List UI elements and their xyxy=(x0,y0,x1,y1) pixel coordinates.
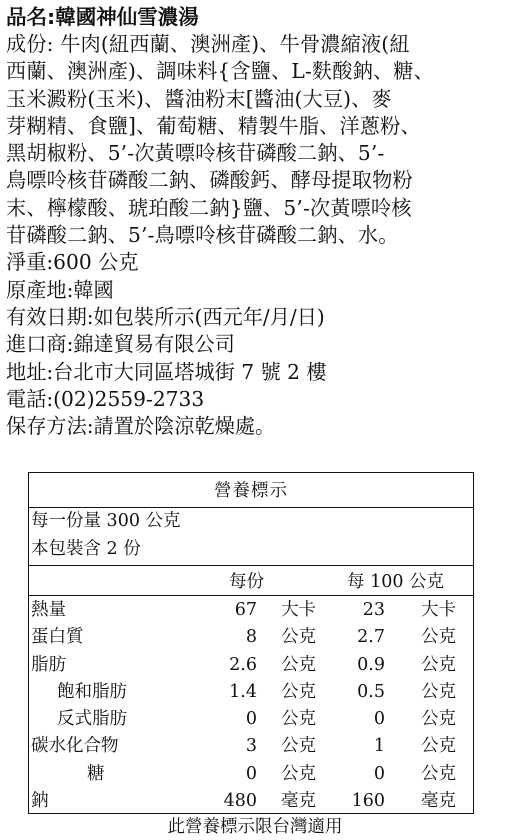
nutrient-name: 飽和脂肪 xyxy=(57,681,127,702)
nutrient-unit-per-serving: 大卡 xyxy=(281,600,316,620)
nutrient-value-per-100g: 23 xyxy=(362,600,385,620)
phone: 電話:(02)2559-2733 xyxy=(6,386,205,411)
ingredients-line: 芽糊精、食鹽]、葡萄糖、精製牛脂、洋蔥粉、 xyxy=(6,113,421,138)
nutrient-value-per-100g: 2.7 xyxy=(357,627,385,648)
nutrition-row-trans-fat xyxy=(29,705,473,732)
nutrient-value-per-serving: 8 xyxy=(245,627,257,648)
nutrient-value-per-serving: 1.4 xyxy=(229,681,257,702)
ingredients-line: 西蘭、澳洲產)、調味料{含鹽、L-麩酸鈉、糖、 xyxy=(6,59,434,84)
nutrition-row-saturated-fat xyxy=(29,678,473,705)
nutrient-unit-per-serving: 公克 xyxy=(281,763,316,784)
nutrient-unit-per-100g: 公克 xyxy=(421,627,456,648)
serving-info xyxy=(29,508,473,566)
nutrition-row-fat xyxy=(29,651,473,678)
nutrient-unit-per-100g: 毫克 xyxy=(421,791,456,812)
nutrient-name: 反式脂肪 xyxy=(57,709,127,730)
nutrient-value-per-100g: 1 xyxy=(373,736,385,757)
address: 地址:台北市大同區塔城街 7 號 2 樓 xyxy=(6,359,327,384)
serving-size: 每一份量 300 公克 xyxy=(31,511,181,531)
storage-instructions: 保存方法:請置於陰涼乾燥處。 xyxy=(6,414,276,439)
ingredients-line: 鳥嘌呤核苷磷酸二鈉、磷酸鈣、酵母提取物粉 xyxy=(6,168,413,193)
nutrient-value-per-100g: 0.9 xyxy=(357,654,385,675)
nutrient-value-per-serving: 67 xyxy=(234,600,257,620)
nutrient-value-per-serving: 0 xyxy=(245,763,257,784)
ingredients-line: 黑胡椒粉、5’-次黃嘌呤核苷磷酸二鈉、5’- xyxy=(6,141,385,166)
ingredients-line: 成份: 牛肉(紐西蘭、澳洲產)、牛骨濃縮液(紐 xyxy=(6,32,410,56)
nutrient-value-per-100g: 0.5 xyxy=(357,681,385,702)
nutrition-footnote: 此營養標示限台灣適用 xyxy=(167,817,343,837)
nutrient-value-per-serving: 2.6 xyxy=(229,654,257,675)
origin: 原產地:韓國 xyxy=(6,277,114,302)
nutrient-name: 脂肪 xyxy=(31,654,66,675)
nutrient-unit-per-serving: 公克 xyxy=(281,627,316,648)
nutrient-unit-per-100g: 公克 xyxy=(421,654,456,675)
nutrient-unit-per-100g: 大卡 xyxy=(421,600,456,620)
nutrient-name: 蛋白質 xyxy=(31,627,84,648)
nutrient-unit-per-serving: 公克 xyxy=(281,654,316,675)
nutrient-unit-per-serving: 公克 xyxy=(281,709,316,730)
nutrition-title: 營養標示 xyxy=(29,473,473,508)
nutrient-unit-per-serving: 公克 xyxy=(281,681,316,702)
product-label xyxy=(6,4,504,440)
nutrient-value-per-100g: 0 xyxy=(373,763,385,784)
column-header-per-serving: 每份 xyxy=(229,572,264,592)
ingredients-line: 苷磷酸二鈉、5’-鳥嘌呤核苷磷酸二鈉、水。 xyxy=(6,223,399,248)
column-header-per-100g: 每 100 公克 xyxy=(347,572,445,592)
nutrition-rows xyxy=(29,596,473,814)
nutrient-name: 糖 xyxy=(87,763,105,784)
nutrition-row-sugar xyxy=(29,760,473,787)
servings-per-pack: 本包裝含 2 份 xyxy=(31,539,141,559)
ingredients-line: 末、檸檬酸、琥珀酸二鈉}鹽、5’-次黃嘌呤核 xyxy=(6,195,412,220)
net-weight: 淨重:600 公克 xyxy=(6,250,139,275)
nutrient-value-per-100g: 0 xyxy=(373,709,385,730)
ingredients-list xyxy=(6,31,504,249)
ingredients-line: 玉米澱粉(玉米)、醬油粉末[醬油(大豆)、麥 xyxy=(6,86,392,111)
nutrient-unit-per-100g: 公克 xyxy=(421,763,456,784)
nutrition-row-sodium xyxy=(29,787,473,814)
product-name: 品名:韓國神仙雪濃湯 xyxy=(6,5,199,29)
nutrition-facts-table xyxy=(28,472,474,814)
nutrition-row-carbohydrate xyxy=(29,732,473,759)
expiry-date: 有效日期:如包裝所示(西元年/月/日) xyxy=(6,304,325,329)
nutrient-value-per-serving: 0 xyxy=(245,709,257,730)
importer: 進口商:錦達貿易有限公司 xyxy=(6,332,235,357)
nutrient-name: 碳水化合物 xyxy=(31,736,119,757)
nutrient-unit-per-100g: 公克 xyxy=(421,736,456,757)
nutrient-value-per-serving: 3 xyxy=(245,736,257,757)
nutrient-value-per-serving: 480 xyxy=(223,791,257,812)
nutrition-row-protein xyxy=(29,623,473,650)
nutrition-row-calories xyxy=(29,596,473,623)
nutrient-unit-per-100g: 公克 xyxy=(421,681,456,702)
nutrient-unit-per-serving: 公克 xyxy=(281,736,316,757)
nutrient-name: 鈉 xyxy=(31,791,49,812)
nutrient-value-per-100g: 160 xyxy=(351,791,385,812)
nutrient-unit-per-100g: 公克 xyxy=(421,709,456,730)
nutrient-unit-per-serving: 毫克 xyxy=(281,791,316,812)
nutrition-column-headers xyxy=(29,566,473,596)
nutrient-name: 熱量 xyxy=(31,600,66,620)
